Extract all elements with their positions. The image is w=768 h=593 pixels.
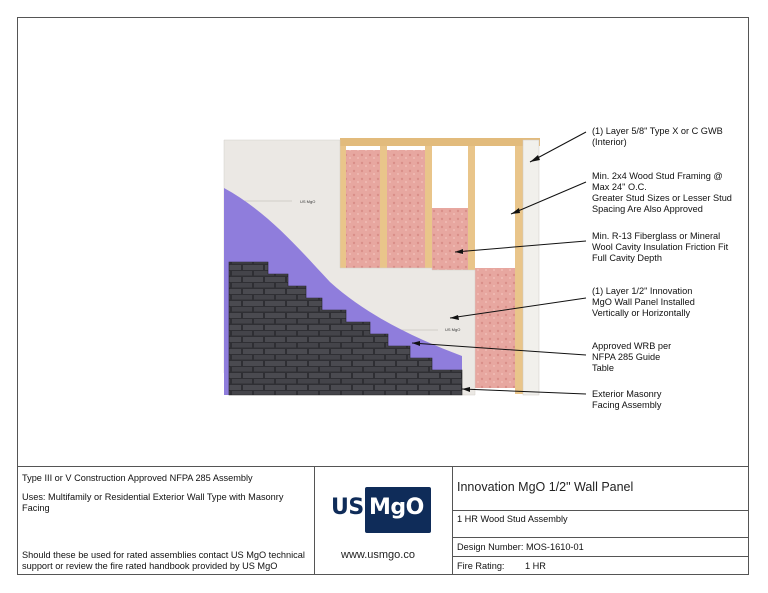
website-link[interactable]: www.usmgo.co: [341, 549, 415, 561]
logo-us: US: [331, 495, 364, 520]
panel-marking-1: US MgO: [300, 199, 316, 204]
construction-type-note: Type III or V Construction Approved NFPA 285 Assembly: [22, 473, 253, 483]
title-block-info: [453, 467, 749, 575]
uses-note: Uses: Multifamily or Residential Exterior Wall Type with Masonry Facing: [22, 492, 284, 513]
callout-insulation: Min. R-13 Fiberglass or Mineral Wool Cavity Insulation Friction Fit Full Cavity Depth: [592, 231, 729, 263]
fire-rating-value: 1 HR: [525, 561, 546, 571]
title-block-logo: [315, 467, 453, 575]
usmgo-logo: [331, 487, 433, 533]
callout-stud-framing: Min. 2x4 Wood Stud Framing @ Max 24" O.C. Greater Stud Sizes or Lesser Stud Spacing Are Also Approved: [592, 171, 732, 214]
design-number-label: Design Number:: [457, 542, 524, 552]
drawing-subtitle: 1 HR Wood Stud Assembly: [457, 514, 568, 524]
callout-wrb: Approved WRB per NFPA 285 Guide Table: [592, 341, 672, 373]
rated-assembly-note: Should these be used for rated assemblies contact US MgO technical support or review the fire rated handbook provided by US MgO: [22, 550, 305, 571]
title-block: [17, 466, 749, 575]
drawing-title: Innovation MgO 1/2" Wall Panel: [457, 480, 634, 494]
callout-masonry: Exterior Masonry Facing Assembly: [592, 389, 662, 410]
design-number-value: MOS-1610-01: [526, 542, 584, 552]
panel-marking-2: US MgO: [445, 327, 461, 332]
title-block-notes: [17, 467, 315, 575]
callout-gwb: (1) Layer 5/8" Type X or C GWB (Interior): [592, 126, 723, 147]
logo-mgo: MgO: [369, 495, 424, 520]
callout-mgo-panel: (1) Layer 1/2" Innovation MgO Wall Panel Installed Vertically or Horizontally: [592, 286, 695, 318]
fire-rating-label: Fire Rating:: [457, 561, 505, 571]
